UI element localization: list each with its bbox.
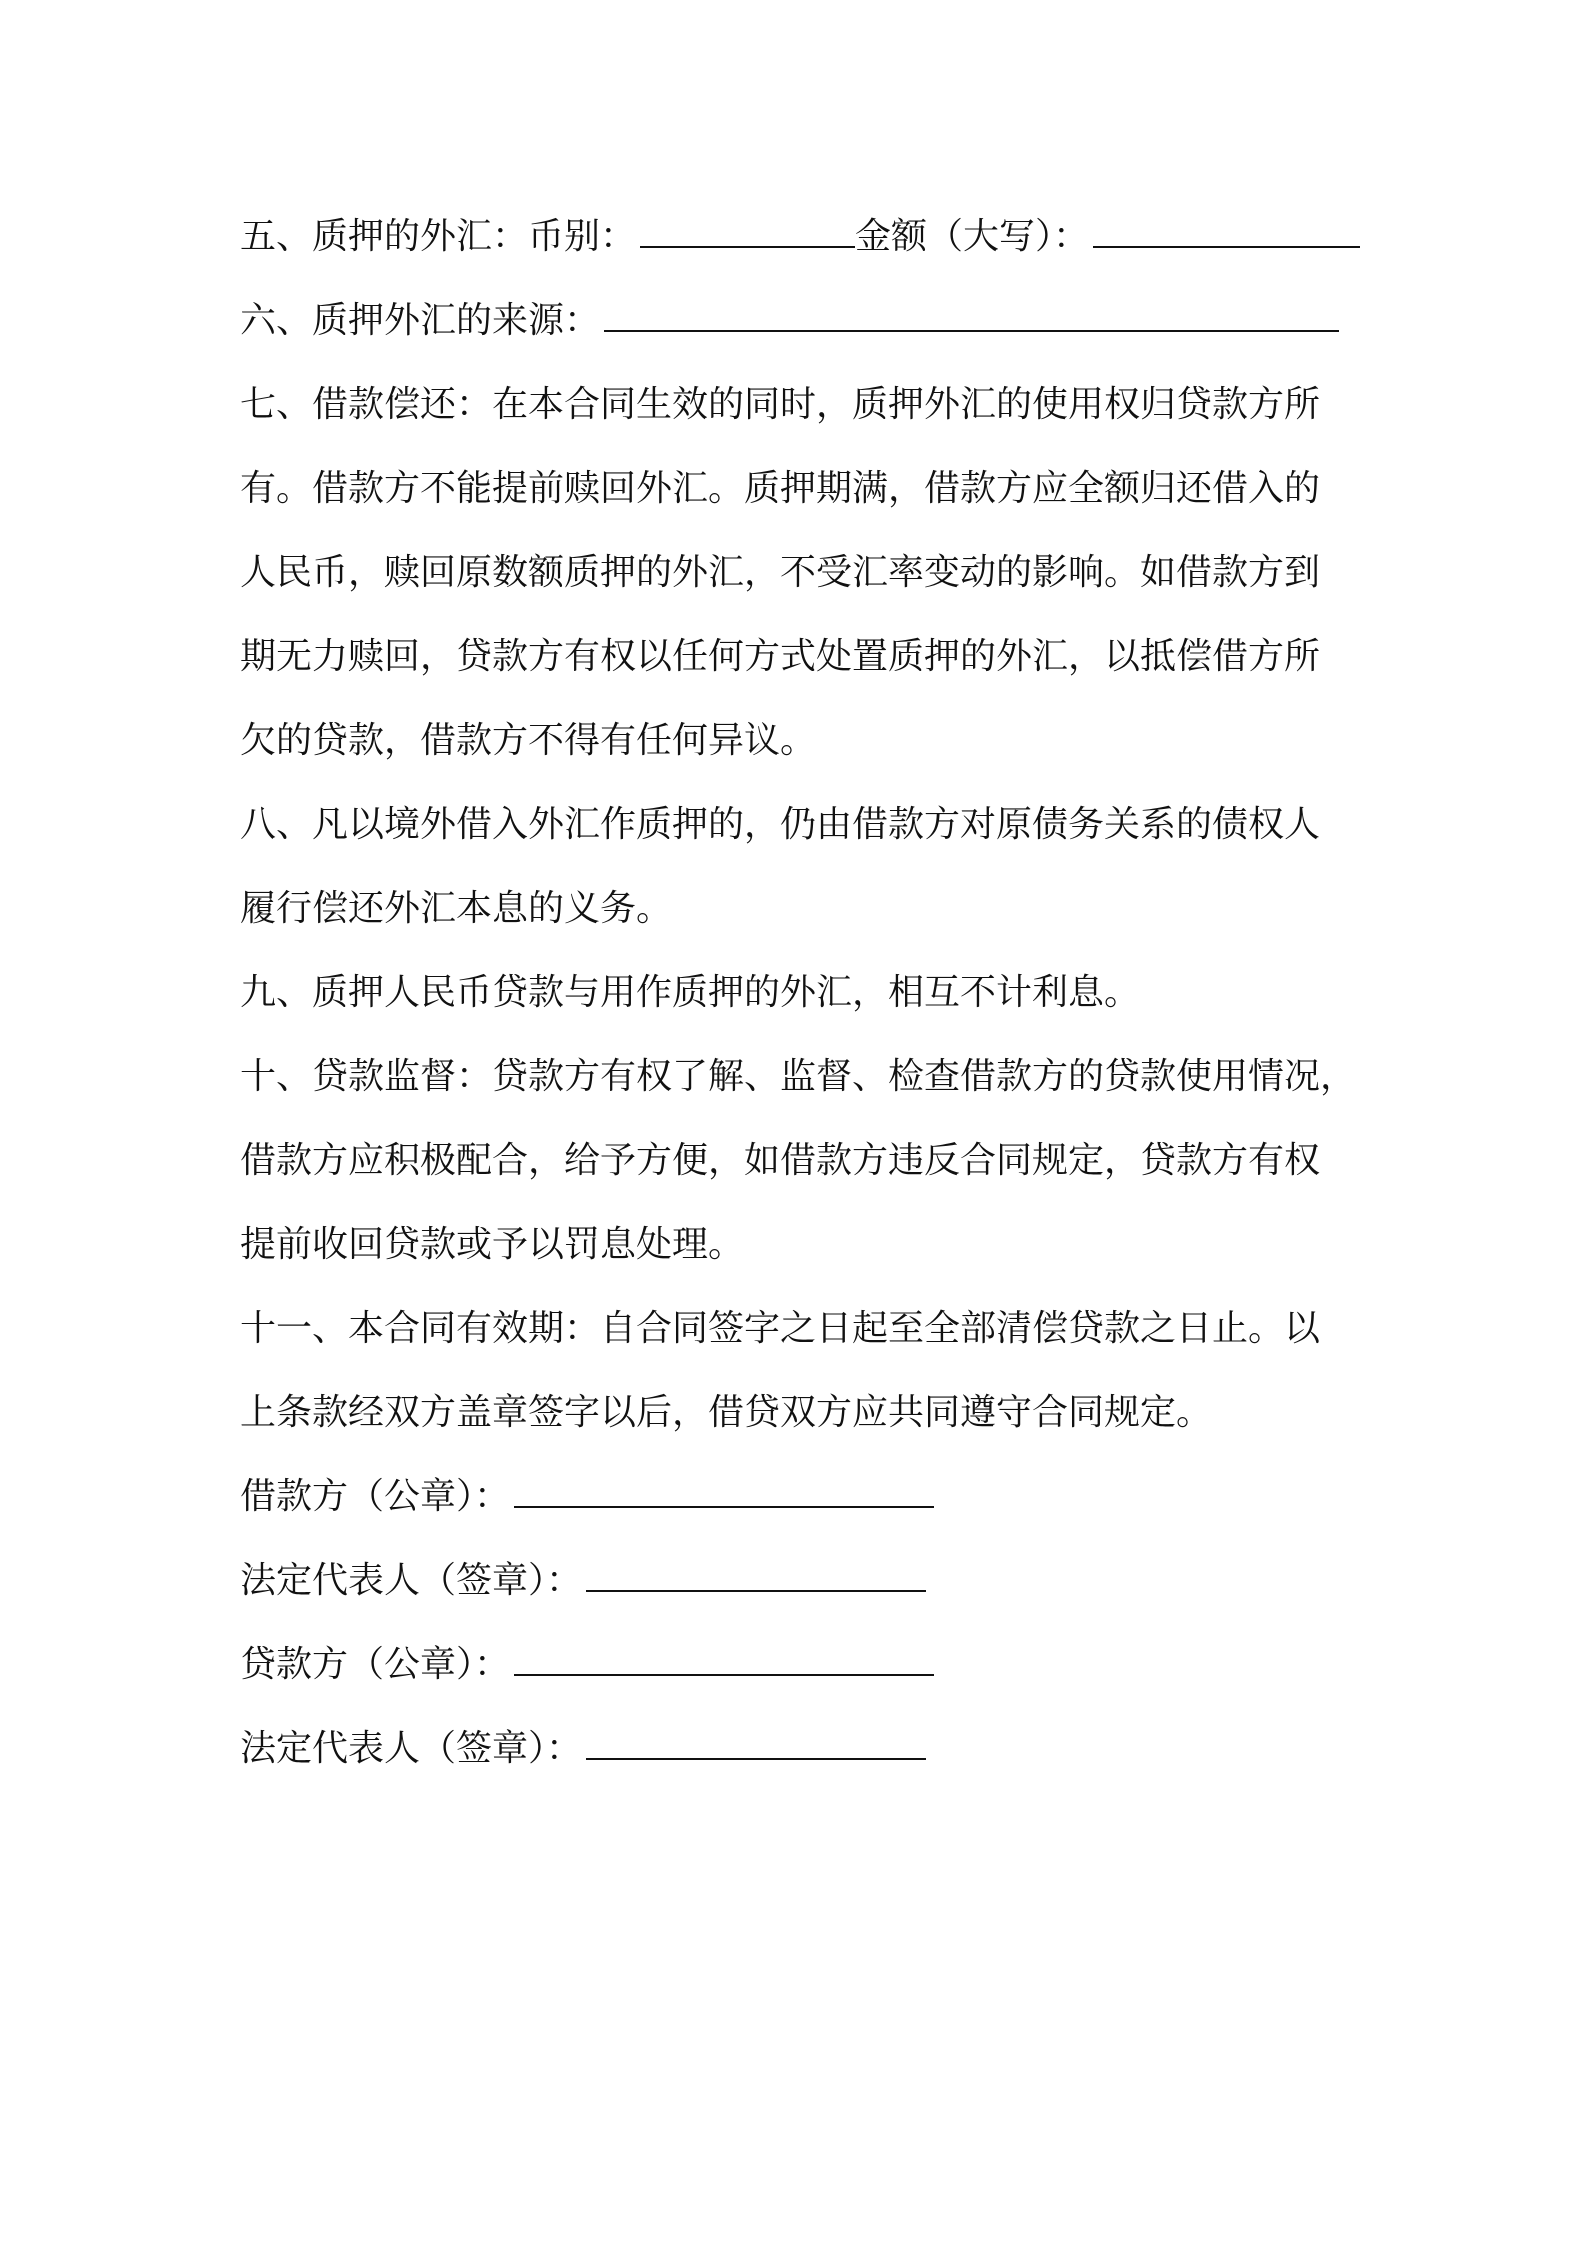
clause-six — [240, 279, 1360, 363]
body-line-4: 期无力赎回，贷款方有权以任何方式处置质押的外汇，以抵偿借方所 — [240, 636, 1321, 677]
borrower-rep-blank[interactable] — [586, 1589, 926, 1592]
lender-rep-blank[interactable] — [586, 1757, 926, 1760]
clause-six-label: 六、质押外汇的来源： — [240, 300, 601, 341]
signature-lender-rep-label: 法定代表人（签章）： — [240, 1728, 583, 1769]
clause-five-currency-label: 五、质押的外汇：币别： — [240, 216, 637, 257]
clause-five-amount-label: 金额（大写）： — [855, 216, 1090, 257]
source-blank[interactable] — [604, 329, 1339, 332]
signature-lender — [240, 1623, 1360, 1707]
body-line-10: 借款方应积极配合，给予方便，如借款方违反合同规定，贷款方有权 — [240, 1140, 1321, 1181]
body-line-8: 九、质押人民币贷款与用作质押的外汇，相互不计利息。 — [240, 972, 1141, 1013]
body-line-3: 人民币，赎回原数额质押的外汇，不受汇率变动的影响。如借款方到 — [240, 552, 1321, 593]
body-line-9: 十、贷款监督：贷款方有权了解、监督、检查借款方的贷款使用情况， — [240, 1056, 1357, 1097]
signature-borrower-rep-label: 法定代表人（签章）： — [240, 1560, 583, 1601]
body-line-1: 七、借款偿还：在本合同生效的同时，质押外汇的使用权归贷款方所 — [240, 384, 1321, 425]
body-line-2: 有。借款方不能提前赎回外汇。质押期满，借款方应全额归还借入的 — [240, 468, 1321, 509]
body-line-6: 八、凡以境外借入外汇作质押的，仍由借款方对原债务关系的债权人 — [240, 804, 1321, 845]
signature-borrower — [240, 1455, 1360, 1539]
currency-blank[interactable] — [640, 245, 855, 248]
signature-borrower-label: 借款方（公章）： — [240, 1476, 511, 1517]
contract-body — [240, 195, 1360, 1791]
clause-five — [240, 195, 1360, 279]
lender-seal-blank[interactable] — [514, 1673, 934, 1676]
signature-lender-label: 贷款方（公章）： — [240, 1644, 511, 1685]
body-line-11: 提前收回贷款或予以罚息处理。 — [240, 1224, 745, 1265]
body-line-5: 欠的贷款，借款方不得有任何异议。 — [240, 720, 817, 761]
signature-borrower-rep — [240, 1539, 1360, 1623]
body-line-7: 履行偿还外汇本息的义务。 — [240, 888, 673, 929]
borrower-seal-blank[interactable] — [514, 1505, 934, 1508]
body-line-12: 十一、本合同有效期：自合同签字之日起至全部清偿贷款之日止。以 — [240, 1308, 1321, 1349]
signature-lender-rep — [240, 1707, 1360, 1791]
amount-blank[interactable] — [1093, 245, 1360, 248]
body-line-13: 上条款经双方盖章签字以后，借贷双方应共同遵守合同规定。 — [240, 1392, 1213, 1433]
